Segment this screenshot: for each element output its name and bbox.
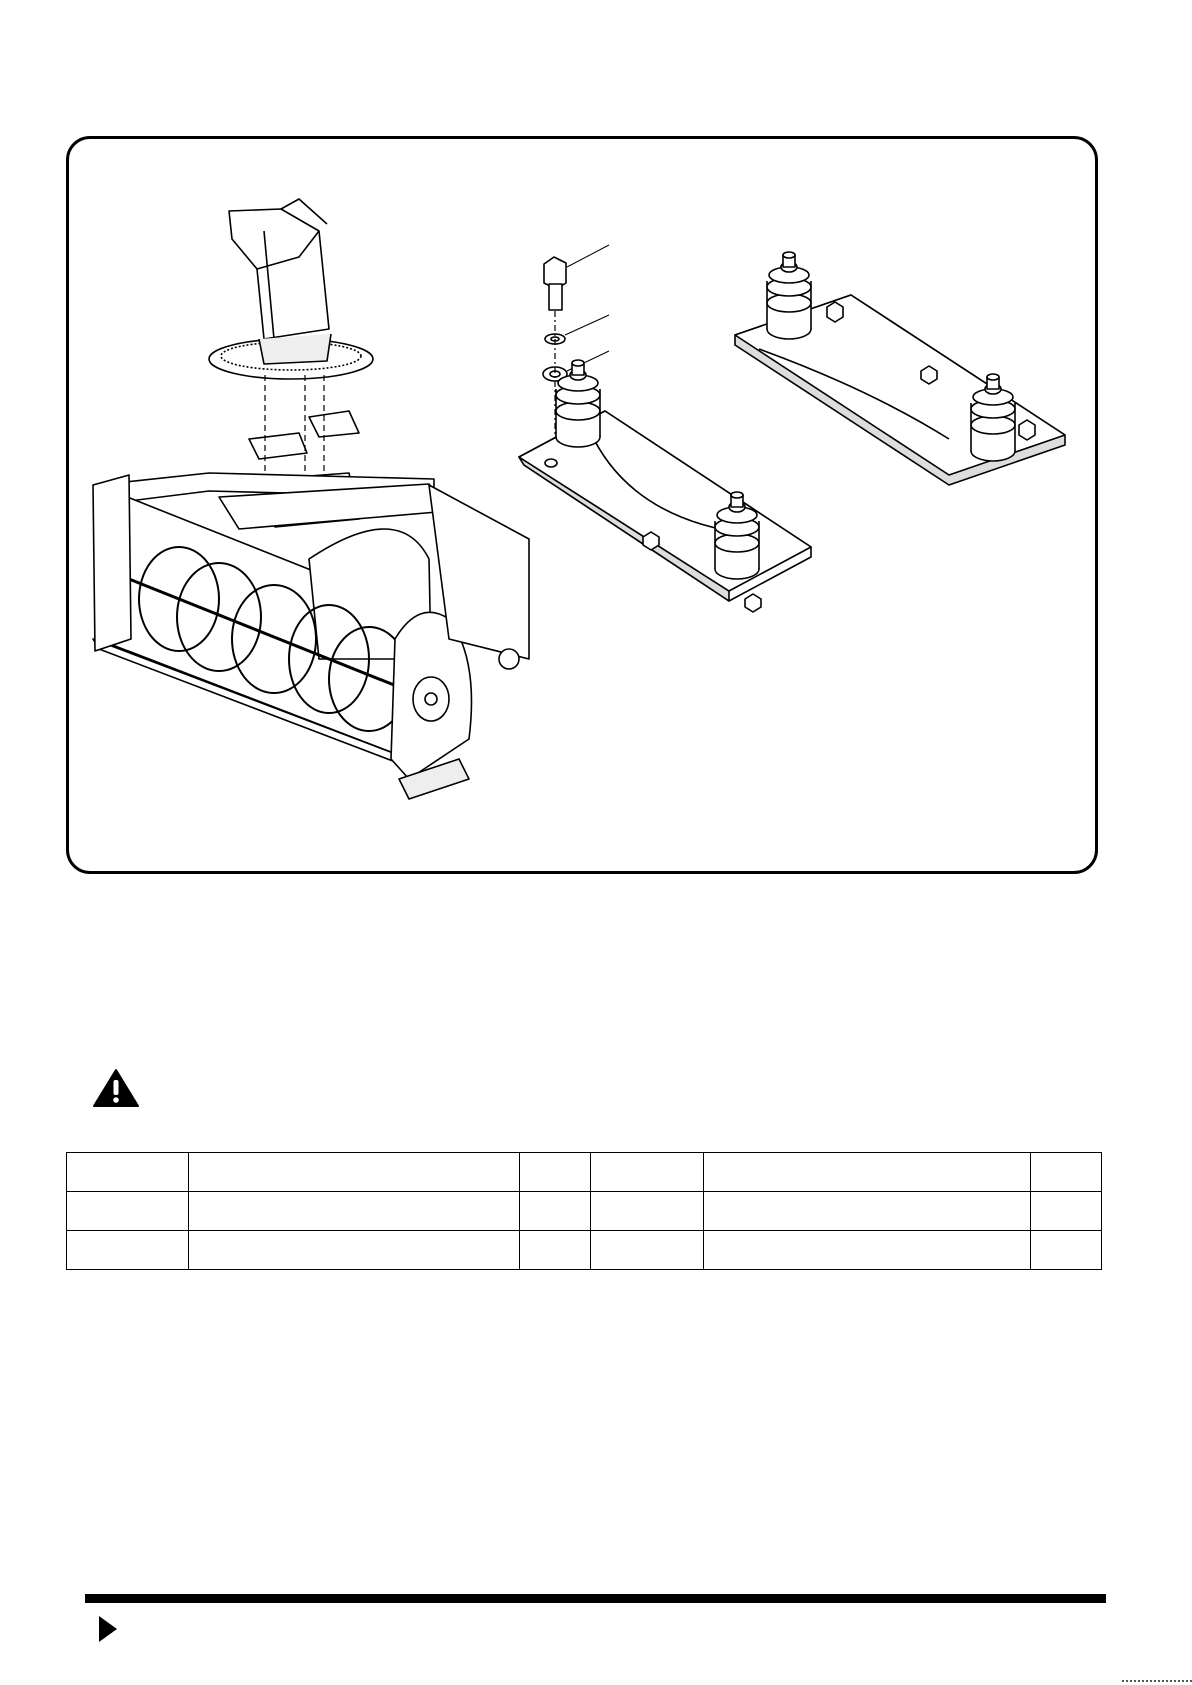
- table-cell: [520, 1153, 591, 1192]
- table-cell: [189, 1231, 520, 1270]
- table-cell: [1031, 1231, 1102, 1270]
- table-cell: [520, 1192, 591, 1231]
- table-cell: [1031, 1153, 1102, 1192]
- warning-triangle-icon: [92, 1068, 140, 1108]
- table-cell: [704, 1153, 1031, 1192]
- table-cell: [520, 1231, 591, 1270]
- assembly-diagram: [69, 139, 1101, 877]
- parts-table: [66, 1152, 1102, 1270]
- table-cell: [591, 1192, 704, 1231]
- table-row: [67, 1231, 1102, 1270]
- table-row: [67, 1153, 1102, 1192]
- table-row: [67, 1192, 1102, 1231]
- table-cell: [189, 1192, 520, 1231]
- table-cell: [67, 1231, 189, 1270]
- second-mounting-plate: [735, 252, 1065, 485]
- table-cell: [189, 1153, 520, 1192]
- table-cell: [704, 1192, 1031, 1231]
- edge-mark: [1122, 1680, 1192, 1684]
- table-cell: [67, 1192, 189, 1231]
- table-cell: [67, 1153, 189, 1192]
- snow-blower-attachment: [93, 199, 529, 799]
- figure-frame: [66, 136, 1098, 874]
- table-cell: [704, 1231, 1031, 1270]
- footer-rule: [85, 1594, 1106, 1603]
- play-arrow-icon: [98, 1615, 118, 1643]
- table-cell: [1031, 1192, 1102, 1231]
- table-cell: [591, 1231, 704, 1270]
- mounting-plate-with-isolators: [519, 360, 811, 612]
- table-cell: [591, 1153, 704, 1192]
